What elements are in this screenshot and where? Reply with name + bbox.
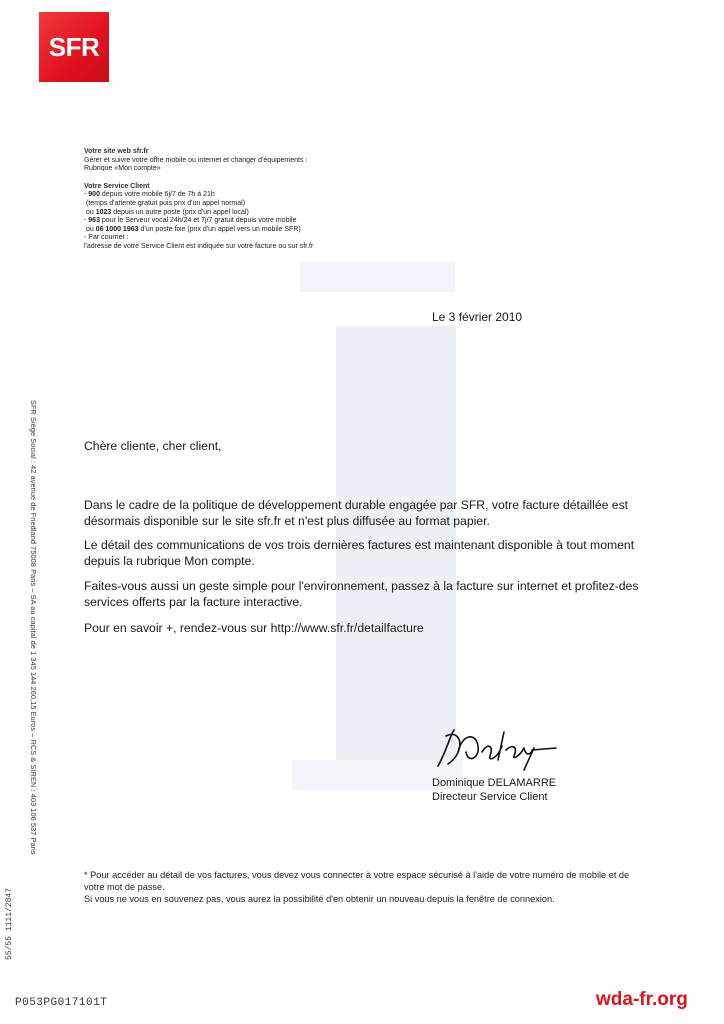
watermark: wda-fr.org	[596, 989, 688, 1010]
number-1023: 1023	[95, 208, 112, 216]
signer-title: Directeur Service Client	[432, 791, 548, 803]
paragraph-3: Faites-vous aussi un geste simple pour l'environnement, passez à la facture sur internet et profitez-des services offerts par la facture interactive.	[84, 579, 639, 609]
web-line-2: Rubrique «Mon compte»	[84, 165, 161, 173]
paragraph-1: Dans le cadre de la politique de développement durable engagée par SFR, votre facture détaillée est désormais disponible sur le site sfr.fr et n'est plus diffusée au format papier.	[84, 498, 629, 528]
service-line-6: - Par courrier :	[84, 234, 129, 242]
signature	[432, 722, 562, 772]
greeting: Chère cliente, cher client,	[84, 439, 222, 453]
sfr-logo	[39, 12, 109, 82]
legal-mention: SFR Siège Social : 42 avenue de Friedland 75008 Paris – SA au capital de 1 345 144 260,15 Euros – RCS & SIREN : 403 106 537 Paris	[29, 400, 38, 855]
paragraph-4: Pour en savoir +, rendez-vous sur http://www.sfr.fr/detailfacture	[84, 621, 424, 635]
service-line-7: l'adresse de votre Service Client est indiquée sur votre facture ou sur sfr.fr	[84, 242, 314, 250]
signer-block	[432, 776, 556, 804]
footnote-line-2: Si vous ne vous en souvenez pas, vous aurez la possibilité d'en obtenir un nouveau depuis la fenêtre de connexion.	[84, 894, 555, 904]
letter-date: Le 3 février 2010	[432, 310, 523, 324]
service-line-3: ou 1023 depuis un autre poste (prix d'un appel local)	[85, 208, 249, 216]
service-line-2: (temps d'attente gratuit puis prix d'un appel normal)	[85, 199, 246, 207]
number-900: 900	[88, 191, 100, 199]
footnote-line-1: * Pour accéder au détail de vos factures, vous devez vous connecter à votre espace sécurisé à l'aide de votre numéro de mobile et de votre mot de passe.	[84, 870, 630, 892]
paragraph-2: Le détail des communications de vos trois dernières factures est maintenant disponible à tout moment depuis la rubrique Mon compte.	[84, 538, 635, 568]
number-fixed: 06 1000 1963	[95, 225, 139, 233]
contact-block	[84, 148, 313, 252]
service-line-4: - 963 pour le Serveur vocal 24h/24 et 7j/7 gratuit depuis votre mobile	[84, 217, 297, 225]
document-code: P053PG017101T	[15, 997, 108, 1009]
scan-ghost-top	[300, 262, 455, 292]
service-title: Votre Service Client	[84, 182, 150, 190]
signer-name: Dominique DELAMARRE	[432, 777, 557, 789]
service-line-1: - 900 depuis votre mobile 6j/7 de 7h à 21h	[84, 191, 215, 199]
sfr-logo-text: SFR	[48, 31, 100, 62]
web-title: Votre site web sfr.fr	[84, 148, 149, 155]
side-code: 55/55 1111/2847	[5, 887, 14, 960]
web-line-1: Gérer et suivre votre offre mobile ou internet et changer d'équipements :	[84, 156, 308, 164]
service-line-5: ou 06 1000 1963 d'un poste fixe (prix d'un appel vers un mobile SFR)	[85, 225, 301, 233]
number-963: 963	[88, 217, 100, 225]
footnote	[84, 869, 644, 905]
